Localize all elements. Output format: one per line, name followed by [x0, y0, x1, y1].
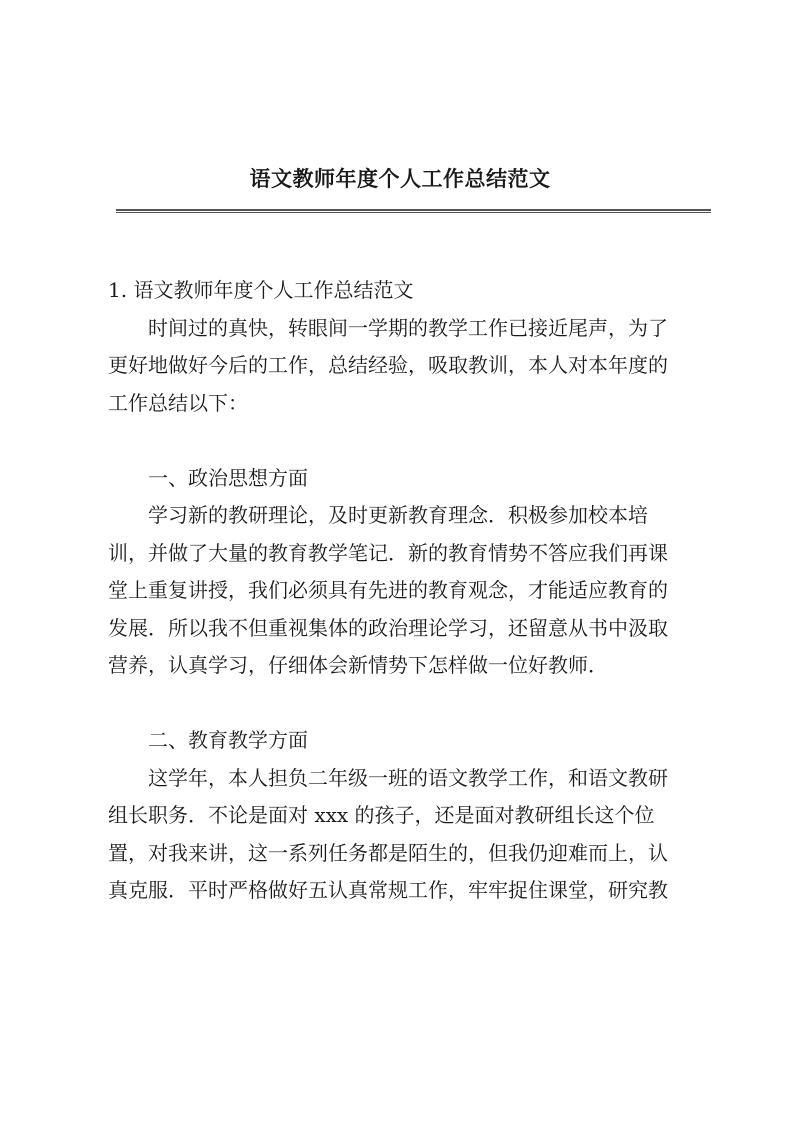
paragraph-line: 时间过的真快，转眼间一学期的教学工作已接近尾声，为了 — [148, 315, 668, 340]
part2-heading: 二、教育教学方面 — [148, 728, 308, 752]
part1-heading: 一、政治思想方面 — [148, 465, 308, 490]
paragraph-gap — [108, 685, 708, 723]
paragraph-line: 发展．所以我不但重视集体的政治理论学习，还留意从书中汲取 — [108, 615, 668, 640]
paragraph-line: 置，对我来讲，这一系列任务都是陌生的，但我仍迎难而上，认 — [108, 840, 668, 865]
paragraph-line: 组长职务．不论是面对 xxx 的孩子，还是面对教研组长这个位 — [108, 803, 655, 827]
paragraph-line: 营养，认真学习，仔细体会新情势下怎样做一位好教师． — [108, 653, 608, 677]
section-heading: 1. 语文教师年度个人工作总结范文 — [108, 278, 414, 302]
document-body — [108, 272, 708, 910]
paragraph-line: 工作总结以下： — [108, 390, 248, 415]
paragraph-line: 这学年，本人担负二年级一班的语文教学工作，和语文教研 — [148, 765, 668, 790]
document-title: 语文教师年度个人工作总结范文 — [249, 166, 551, 191]
paragraph-line: 训，并做了大量的教育教学笔记．新的教育情势不答应我们再课 — [108, 540, 668, 565]
title-divider — [116, 209, 711, 213]
paragraph-line: 真克服．平时严格做好五认真常规工作，牢牢捉住课堂，研究教 — [108, 878, 668, 902]
paragraph-line: 更好地做好今后的工作，总结经验，吸取教训，本人对本年度的 — [108, 353, 668, 377]
paragraph-line: 学习新的教研理论，及时更新教育理念．积极参加校本培 — [148, 503, 648, 527]
paragraph-line: 堂上重复讲授，我们必须具有先进的教育观念，才能适应教育的 — [108, 578, 668, 602]
paragraph-gap — [108, 422, 708, 460]
